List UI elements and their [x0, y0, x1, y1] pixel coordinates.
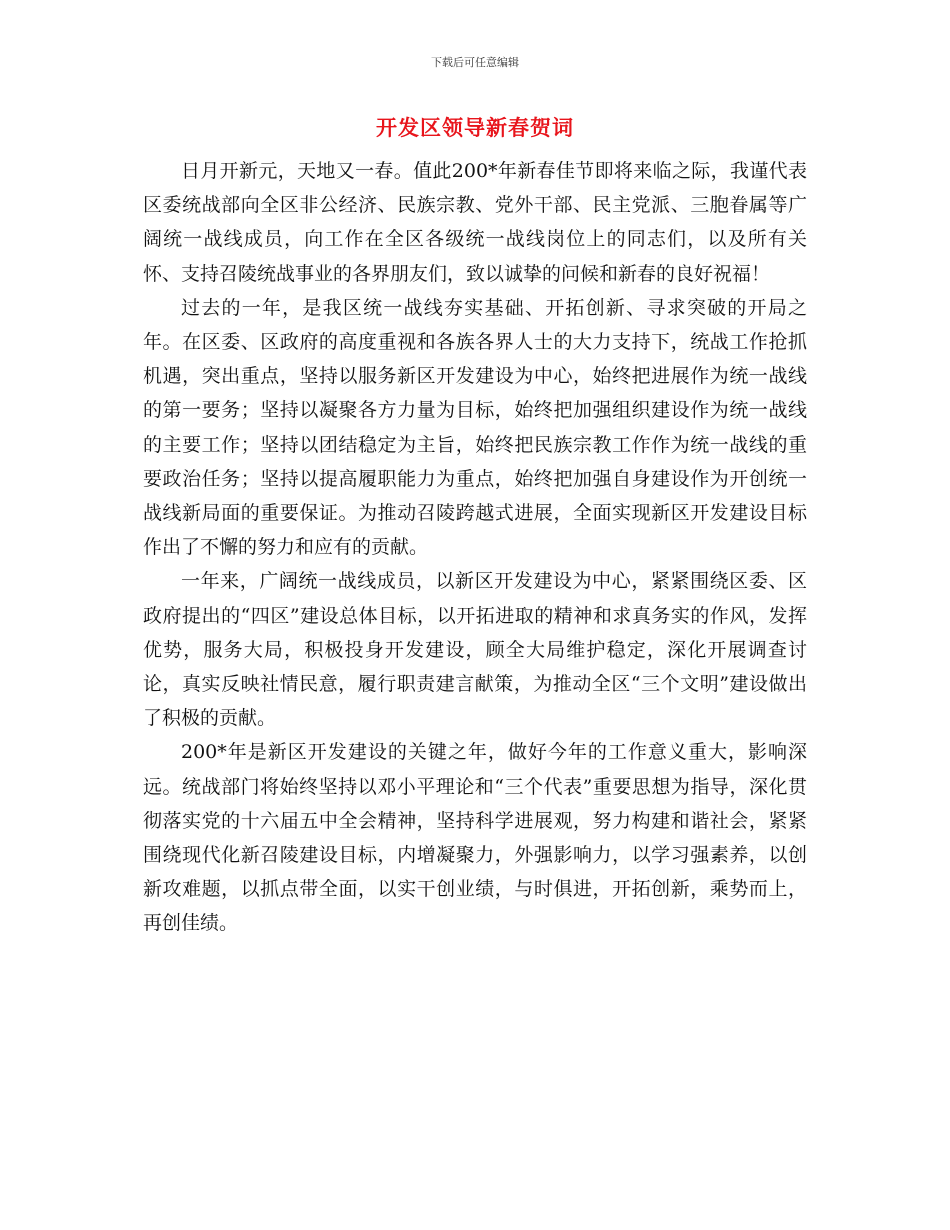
document-body	[143, 154, 807, 941]
document-title: 开发区领导新春贺词	[376, 115, 574, 140]
paragraph-4: 200*年是新区开发建设的关键之年，做好今年的工作意义重大，影响深远。统战部门将始终坚持以邓小平理论和“三个代表”重要思想为指导，深化贯彻落实党的十六届五中全会精神，坚持科学进展观，努力构建和谐社会，紧紧围绕现代化新召陵建设目标，内增凝聚力，外强影响力，以学习强素养，以创新攻难题，以抓点带全面，以实干创业绩，与时俱进，开拓创新，乘势而上，再创佳绩。	[143, 741, 807, 935]
paragraph-1: 日月开新元，天地又一春。值此200*年新春佳节即将来临之际，我谨代表区委统战部向全区非公经济、民族宗教、党外干部、民主党派、三胞眷属等广阔统一战线成员，向工作在全区各级统一战线岗位上的同志们，以及所有关怀、支持召陵统战事业的各界朋友们，致以诚挚的问候和新春的良好祝福！	[143, 160, 807, 285]
header-note: 下载后可任意编辑	[431, 56, 519, 69]
paragraph-3: 一年来，广阔统一战线成员，以新区开发建设为中心，紧紧围绕区委、区政府提出的“四区”建设总体目标，以开拓进取的精神和求真务实的作风，发挥优势，服务大局，积极投身开发建设，顾全大局维护稳定，深化开展调查讨论，真实反映社情民意，履行职责建言献策，为推动全区“三个文明”建设做出了积极的贡献。	[143, 570, 807, 730]
paragraph-2: 过去的一年，是我区统一战线夯实基础、开拓创新、寻求突破的开局之年。在区委、区政府的高度重视和各族各界人士的大力支持下，统战工作抢抓机遇，突出重点，坚持以服务新区开发建设为中心，始终把进展作为统一战线的第一要务；坚持以凝聚各方力量为目标，始终把加强组织建设作为统一战线的主要工作；坚持以团结稳定为主旨，始终把民族宗教工作作为统一战线的重要政治任务；坚持以提高履职能力为重点，始终把加强自身建设作为开创统一战线新局面的重要保证。为推动召陵跨越式进展，全面实现新区开发建设目标作出了不懈的努力和应有的贡献。	[143, 296, 807, 559]
